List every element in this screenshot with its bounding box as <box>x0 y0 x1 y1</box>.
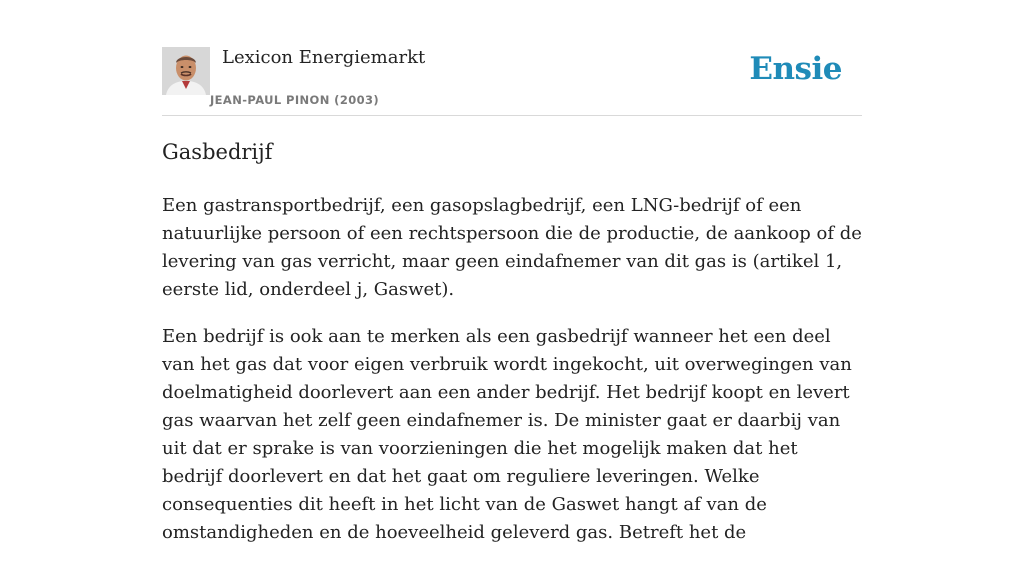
author-avatar[interactable] <box>162 47 210 95</box>
article-paragraph: Een gastransportbedrijf, een gasopslagbedrijf, een LNG-bedrijf of een natuurlijke persoon of een rechtspersoon die de productie, de aankoop of de levering van gas verricht, maar geen eindafnemer van dit gas is (artikel 1, eerste lid, onderdeel j, Gaswet). <box>162 195 862 300</box>
publication-title[interactable]: Lexicon Energiemarkt <box>222 47 426 68</box>
article-paragraph: Een bedrijf is ook aan te merken als een gasbedrijf wanneer het een deel van het gas dat voor eigen verbruik wordt ingekocht, uit overwegingen van doelmatigheid doorlevert aan een ander bedrijf. Het bedrijf koopt en levert gas waarvan het zelf geen eindafnemer is. De minister gaat er daarbij van uit dat er sprake is van voorzieningen die het mogelijk maken dat het bedrijf doorlevert en dat het gaat om reguliere leveringen. Welke consequenties dit heeft in het licht van de Gaswet hangt af van de omstandigheden en de hoeveelheid geleverd gas. Betreft het de <box>162 326 852 543</box>
article-body <box>162 192 862 566</box>
author-name[interactable]: JEAN-PAUL PINON (2003) <box>210 93 380 107</box>
header <box>162 46 862 116</box>
ensie-logo[interactable]: Ensie <box>749 51 842 87</box>
article-title: Gasbedrijf <box>162 140 273 164</box>
